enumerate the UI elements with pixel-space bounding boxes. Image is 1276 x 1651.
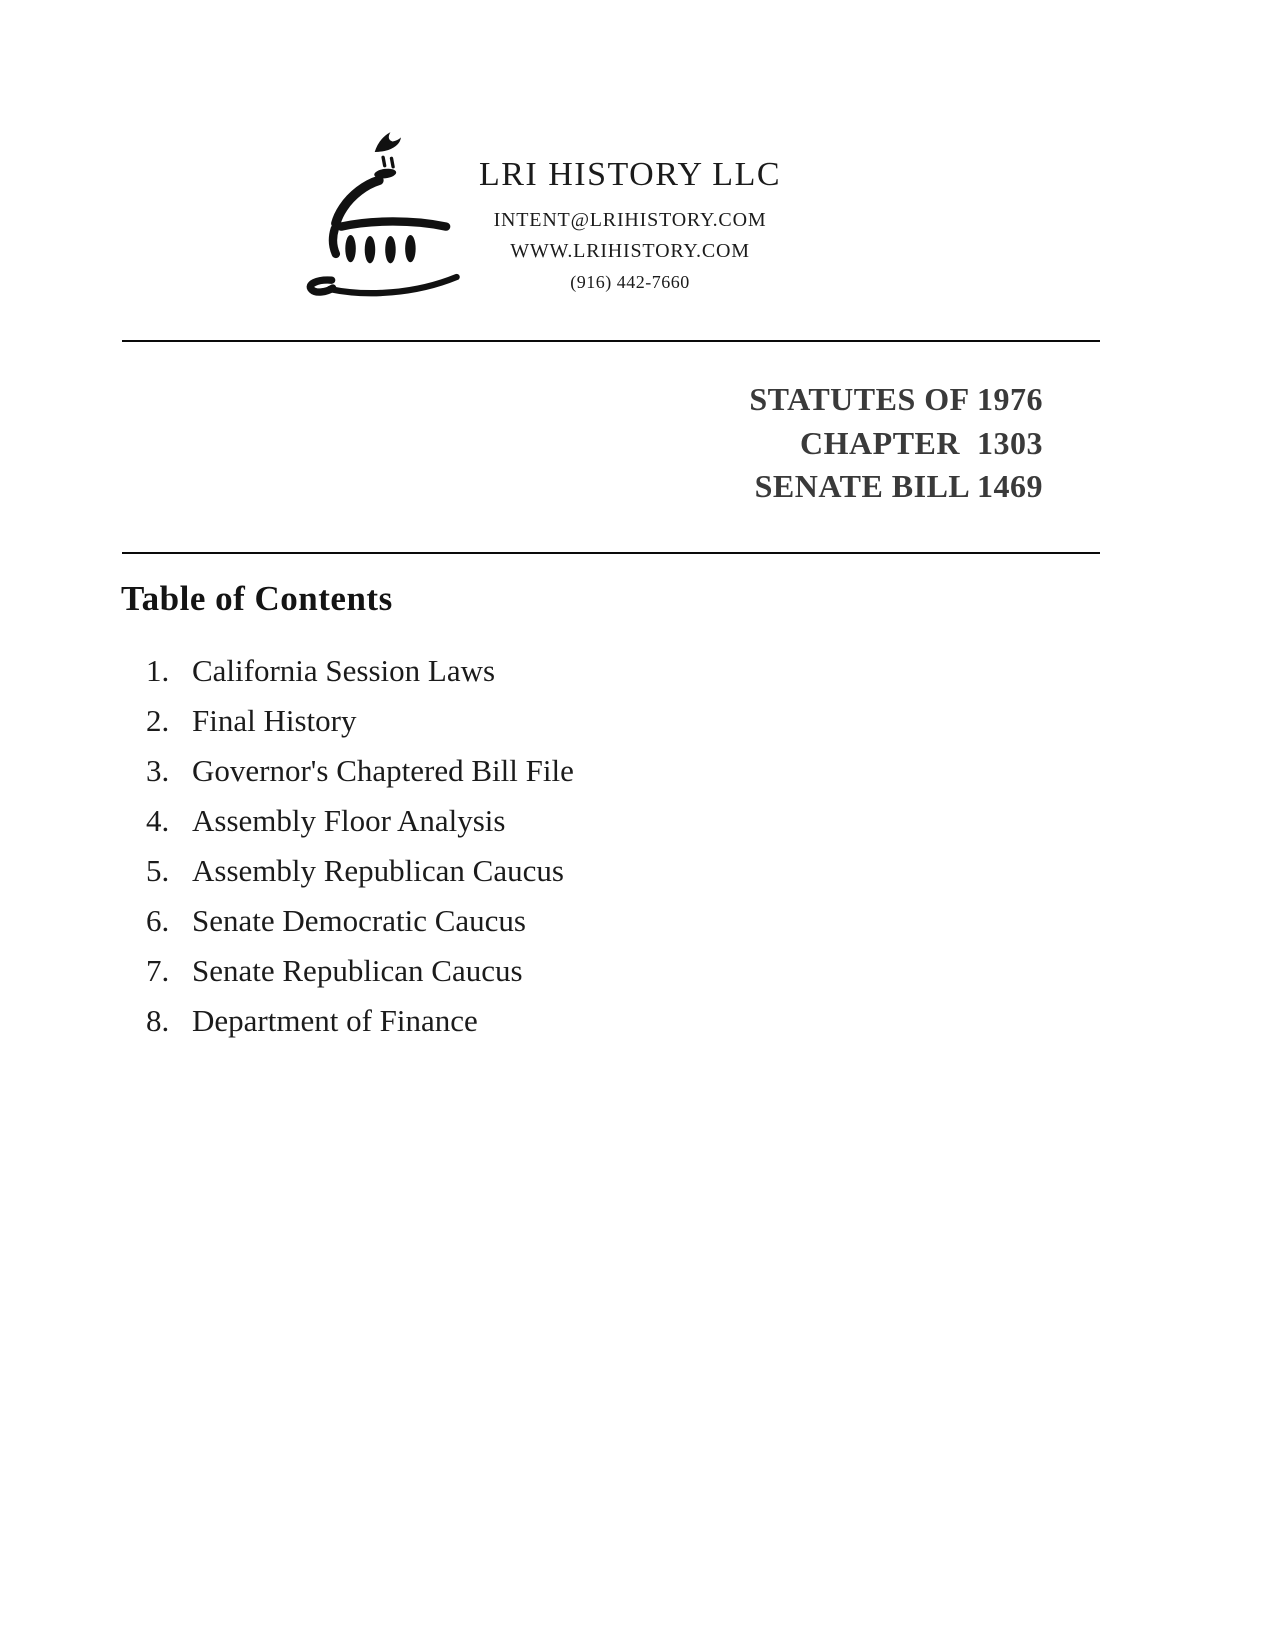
toc-item-number: 6. xyxy=(146,903,170,938)
toc-item xyxy=(146,746,574,796)
toc-item-label: California Session Laws xyxy=(192,653,496,688)
toc-item-number: 5. xyxy=(146,853,170,888)
toc-title: Table of Contents xyxy=(121,579,393,618)
toc-item-number: 3. xyxy=(146,753,170,788)
toc-item xyxy=(146,896,574,946)
divider-bottom xyxy=(122,552,1100,554)
toc-item-label: Senate Democratic Caucus xyxy=(192,903,526,938)
toc-item-number: 7. xyxy=(146,953,170,988)
company-name: LRI HISTORY LLC xyxy=(478,156,782,193)
chapter-line: CHAPTER 1303 xyxy=(800,424,1043,461)
toc-item-label: Assembly Floor Analysis xyxy=(192,803,506,838)
toc-item-number: 4. xyxy=(146,803,170,838)
toc-item-number: 2. xyxy=(146,703,170,738)
contact-email: INTENT@LRIHISTORY.COM xyxy=(493,209,767,231)
toc-item-number: 1. xyxy=(146,653,170,688)
contact-website: WWW.LRIHISTORY.COM xyxy=(510,240,750,262)
letterhead xyxy=(430,156,830,293)
toc-item-label: Department of Finance xyxy=(192,1003,478,1038)
toc-item-label: Final History xyxy=(192,703,357,738)
toc-item xyxy=(146,846,574,896)
toc-item-label: Assembly Republican Caucus xyxy=(192,853,564,888)
toc-item-number: 8. xyxy=(146,1003,170,1038)
senate-bill-line: SENATE BILL 1469 xyxy=(754,468,1043,504)
toc-item xyxy=(146,696,574,746)
divider-top xyxy=(122,340,1100,342)
toc-item-label: Governor's Chaptered Bill File xyxy=(192,753,574,788)
toc-item xyxy=(146,796,574,846)
toc-item xyxy=(146,946,574,996)
toc-item xyxy=(146,646,574,696)
contact-phone: (916) 442-7660 xyxy=(570,272,690,292)
toc-list xyxy=(146,646,574,1046)
reference-block xyxy=(749,378,1043,509)
toc-item-label: Senate Republican Caucus xyxy=(192,953,523,988)
toc-item xyxy=(146,996,574,1046)
statutes-line: STATUTES OF 1976 xyxy=(749,381,1043,417)
